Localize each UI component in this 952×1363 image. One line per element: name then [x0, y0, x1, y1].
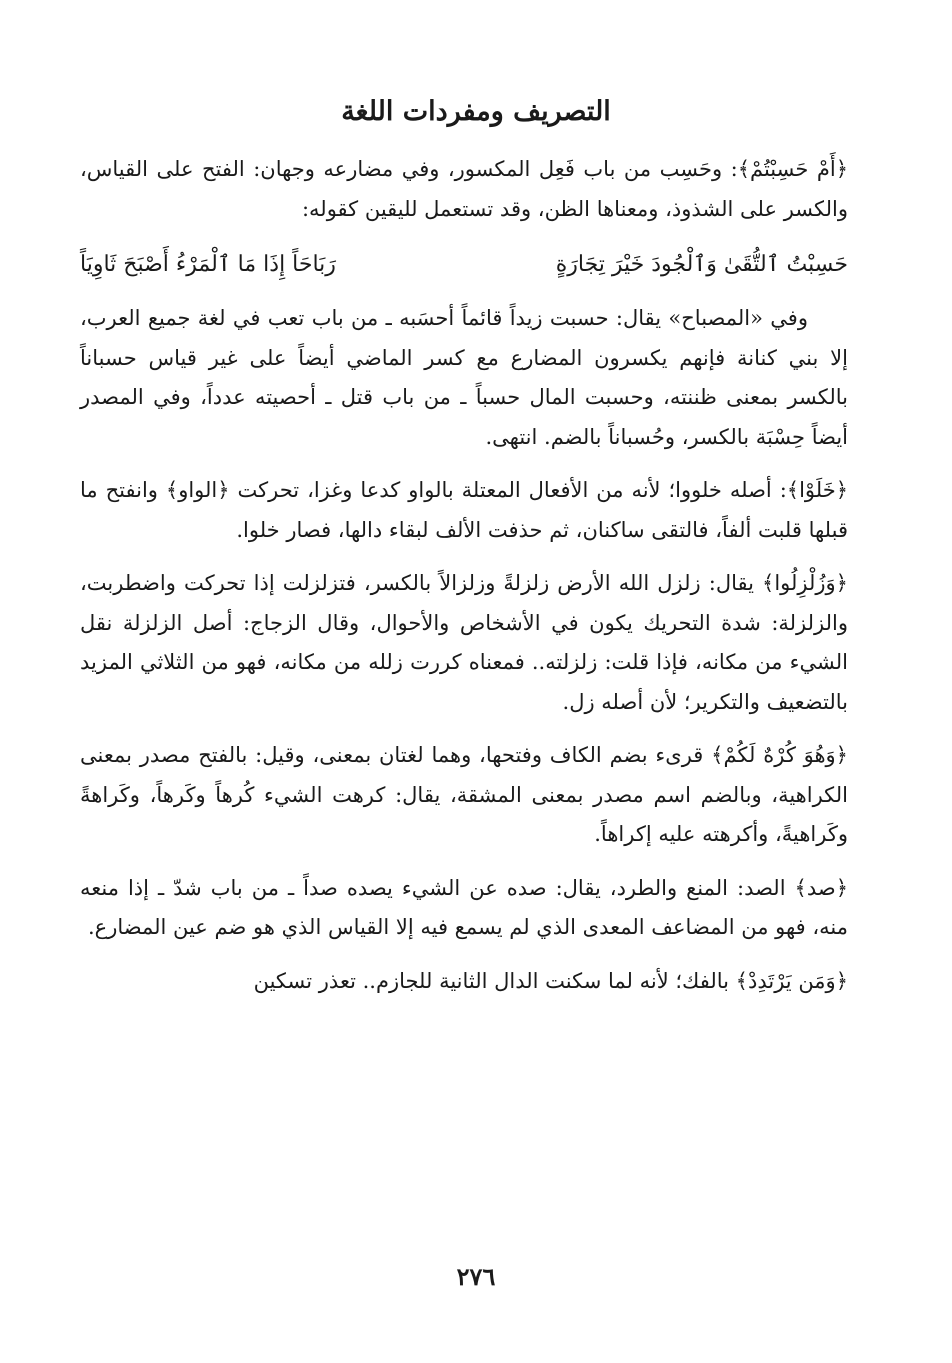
poetry-verse	[80, 243, 848, 287]
page-number: ٢٧٦	[456, 1262, 496, 1291]
paragraph-misbah: وفي «المصباح» يقال: حسبت زيداً قائماً أحسَبه ـ من باب تعب في لغة جميع العرب، إلا بني كنانة فإنهم يكسرون المضارع مع كسر الماضي أيضاً على غير قياس حسباناً بالكسر بمعنى ظننته، وحسبت المال حسباً ـ من باب قتل ـ أحصيته عدداً، وفي المصدر أيضاً حِسْبَة بالكسر، وحُسباناً بالضم. انتهى.	[80, 306, 848, 449]
paragraph-khalaw: ﴿خَلَوْا﴾: أصله خلووا؛ لأنه من الأفعال المعتلة بالواو كدعا وغزا، تحركت ﴿الواو﴾ وانفتح ما قبلها قلبت ألفاً، فالتقى ساكنان، ثم حذفت الألف لبقاء دالها، فصار خلوا.	[80, 478, 848, 542]
paragraph-sadd: ﴿صد﴾ الصد: المنع والطرد، يقال: صده عن الشيء يصده صداً ـ من باب شدّ ـ إذا منعه منه، فهو من المضاعف المعدى الذي لم يسمع فيه إلا القياس الذي هو ضم عين المضارع.	[80, 875, 848, 939]
verse-second-hemistich: رَبَاحَاً إِذَا مَا ٱلْمَرْءُ أَصْبَحَ ثَاوِيَاً	[80, 252, 336, 277]
page-title: التصريف ومفردات اللغة	[341, 96, 611, 127]
page-body	[80, 150, 848, 1015]
paragraph-kurh: ﴿وَهُوَ كُرْهٌ لَكُمْ﴾ قرىء بضم الكاف وفتحها، وهما لغتان بمعنى، وقيل: بالفتح مصدر بمعنى الكراهية، وبالضم اسم مصدر بمعنى المشقة، يقال: كرهت الشيء كُرهاً وكَرهاً، وكَراهةً وكَراهيةً، وأكرهته عليه إكراهاً.	[80, 743, 848, 846]
paragraph-zulzilu: ﴿وَزُلْزِلُوا﴾ يقال: زلزل الله الأرض زلزلةً وزلزالاً بالكسر، فتزلزلت إذا تحركت واضطربت، والزلزلة: شدة التحريك يكون في الأشخاص والأحوال، وقال الزجاج: أصل الزلزلة نقل الشيء من مكانه، فإذا قلت: زلزلته.. فمعناه كررت زلله من مكانه، فهو من الثلاثي المزيد بالتضعيف والتكرير؛ لأن أصله زل.	[80, 571, 848, 714]
verse-first-hemistich: حَسِبْتُ ٱلتُّقَىٰ وَٱلْجُودَ خَيْرَ تِجَارَةٍ	[555, 252, 848, 277]
paragraph-hasibtum: ﴿أَمْ حَسِبْتُمْ﴾: وحَسِب من باب فَعِل المكسور، وفي مضارعه وجهان: الفتح على القياس، والكسر على الشذوذ، ومعناها الظن، وقد تستعمل لليقين كقوله:	[80, 157, 848, 221]
paragraph-yartadid: ﴿وَمَن يَرْتَدِدْ﴾ بالفك؛ لأنه لما سكنت الدال الثانية للجازم.. تعذر تسكين	[253, 968, 848, 993]
